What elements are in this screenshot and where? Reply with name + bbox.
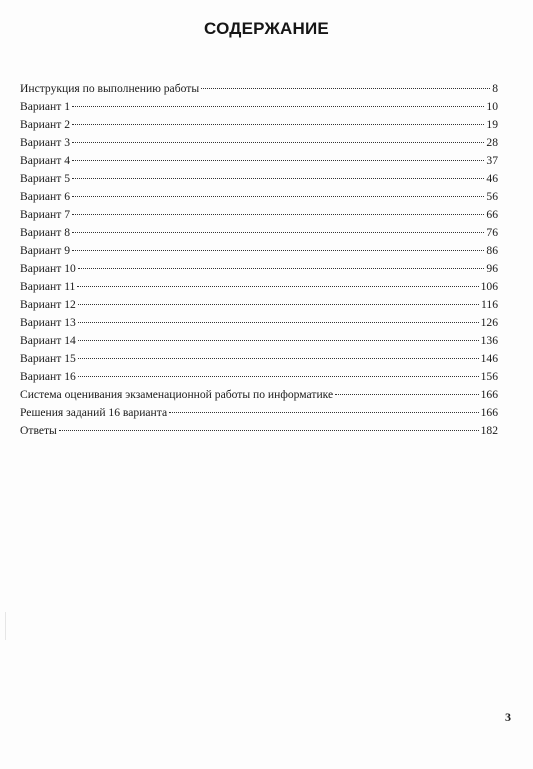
toc-entry-page: 156 [480,370,498,383]
toc-entry-label: Вариант 4 [20,154,70,167]
toc-entry-page: 136 [480,334,498,347]
toc-dot-leader [72,124,484,125]
toc-entry-page: 96 [486,262,498,275]
toc-entry[interactable] [20,260,498,278]
toc-entry-page: 76 [486,226,498,239]
toc-entry[interactable] [20,116,498,134]
toc-entry[interactable] [20,386,498,404]
toc-dot-leader [78,268,485,269]
toc-entry-page: 66 [486,208,498,221]
toc-entry-label: Ответы [20,424,57,437]
toc-dot-leader [78,304,479,305]
toc-entry-label: Вариант 2 [20,118,70,131]
toc-entry[interactable] [20,350,498,368]
toc-dot-leader [72,232,484,233]
toc-entry-page: 8 [492,82,498,95]
toc-entry-page: 19 [486,118,498,131]
toc-entry[interactable] [20,422,498,440]
toc-dot-leader [78,358,479,359]
toc-dot-leader [78,322,479,323]
toc-entry-label: Вариант 9 [20,244,70,257]
toc-entry[interactable] [20,278,498,296]
toc-entry[interactable] [20,368,498,386]
toc-entry-label: Инструкция по выполнению работы [20,82,200,95]
toc-entry-page: 86 [486,244,498,257]
table-of-contents [20,80,498,440]
page-title: СОДЕРЖАНИЕ [204,19,329,38]
toc-entry-page: 106 [480,280,498,293]
toc-entry-page: 37 [486,154,498,167]
toc-dot-leader [169,412,479,413]
toc-dot-leader [72,142,484,143]
toc-entry-label: Вариант 6 [20,190,70,203]
toc-entry[interactable] [20,314,498,332]
toc-dot-leader [201,88,490,89]
toc-entry-page: 116 [481,298,498,311]
toc-dot-leader [335,394,478,395]
toc-entry-page: 28 [486,136,498,149]
toc-dot-leader [78,376,479,377]
toc-entry[interactable] [20,206,498,224]
toc-entry-page: 10 [486,100,498,113]
toc-entry[interactable] [20,404,498,422]
toc-entry-label: Вариант 3 [20,136,70,149]
toc-entry[interactable] [20,170,498,188]
toc-entry-label: Вариант 16 [20,370,76,383]
toc-dot-leader [72,160,484,161]
toc-dot-leader [72,178,484,179]
toc-dot-leader [77,286,478,287]
toc-entry-page: 166 [480,406,498,419]
toc-entry[interactable] [20,98,498,116]
toc-entry[interactable] [20,134,498,152]
page-number: 3 [505,710,511,724]
toc-dot-leader [72,196,484,197]
toc-entry-label: Вариант 11 [20,280,76,293]
toc-entry-label: Решения заданий 16 варианта [20,406,168,419]
toc-entry[interactable] [20,224,498,242]
toc-entry-page: 182 [480,424,498,437]
scan-edge-mark [5,612,6,640]
toc-entry-label: Вариант 15 [20,352,76,365]
toc-dot-leader [59,430,479,431]
toc-entry-label: Вариант 12 [20,298,76,311]
toc-entry-page: 56 [486,190,498,203]
toc-entry-label: Вариант 7 [20,208,70,221]
toc-entry[interactable] [20,296,498,314]
toc-dot-leader [72,214,484,215]
toc-entry[interactable] [20,152,498,170]
toc-entry-label: Вариант 5 [20,172,70,185]
toc-dot-leader [72,106,484,107]
toc-entry-page: 126 [480,316,498,329]
toc-entry[interactable] [20,242,498,260]
toc-entry[interactable] [20,332,498,350]
toc-entry[interactable] [20,80,498,98]
toc-entry-label: Вариант 1 [20,100,70,113]
toc-entry-label: Вариант 10 [20,262,76,275]
toc-entry-label: Вариант 13 [20,316,76,329]
toc-entry[interactable] [20,188,498,206]
toc-entry-label: Вариант 8 [20,226,70,239]
toc-entry-label: Система оценивания экзаменационной работы по информатике [20,388,334,401]
toc-entry-page: 46 [486,172,498,185]
toc-dot-leader [78,340,479,341]
toc-entry-page: 166 [480,388,498,401]
toc-entry-label: Вариант 14 [20,334,76,347]
toc-dot-leader [72,250,484,251]
toc-entry-page: 146 [480,352,498,365]
